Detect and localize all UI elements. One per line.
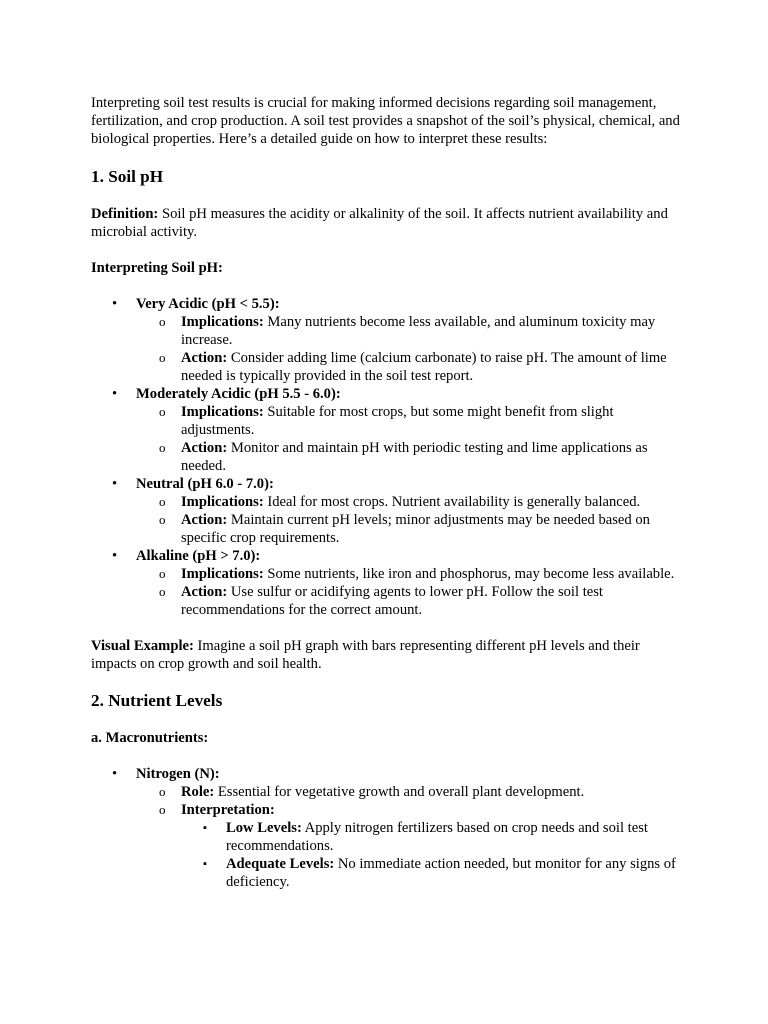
detail-text: Some nutrients, like iron and phosphorus, may become less available. [267, 566, 675, 582]
bullet-marker: • [112, 548, 118, 564]
list-item [91, 765, 681, 891]
list-item [91, 385, 681, 475]
list-item [136, 403, 681, 439]
intro-paragraph: Interpreting soil test results is crucial for making informed decisions regarding soil management, fertilization, and crop production. A soil test provides a snapshot of the soil’s physical, chemical, and biological properties. Here’s a detailed guide on how to interpret these results: [91, 95, 680, 147]
macronutrients-subheading: a. Macronutrients: [91, 730, 209, 746]
level-text: Apply nitrogen fertilizers based on crop needs and soil test recommendations. [226, 820, 648, 854]
list-item [136, 313, 681, 349]
sub-bullet-marker: o [159, 512, 166, 527]
list-item [136, 349, 681, 385]
document-body [91, 94, 681, 909]
role-label: Role: [181, 784, 215, 800]
level-text: No immediate action needed, but monitor for any signs of deficiency. [226, 856, 676, 890]
interpretation-label: Interpretation: [181, 802, 275, 818]
list-item [136, 565, 681, 583]
ph-range-details [136, 313, 681, 385]
sub-bullet-marker: o [159, 784, 166, 799]
ph-range-details [136, 493, 681, 547]
square-bullet-marker: ▪ [203, 858, 207, 870]
list-item [181, 819, 681, 855]
sub-bullet-marker: o [159, 494, 166, 509]
list-item [136, 493, 681, 511]
nitrogen-details [136, 783, 681, 891]
sub-bullet-marker: o [159, 584, 166, 599]
visual-example-text: Imagine a soil pH graph with bars representing different pH levels and their impacts on crop growth and soil health. [91, 638, 640, 672]
section-heading-nutrient-levels: 2. Nutrient Levels [91, 691, 223, 710]
sub-bullet-marker: o [159, 404, 166, 419]
role-text: Essential for vegetative growth and overall plant development. [217, 784, 585, 800]
ph-range-title: Moderately Acidic (pH 5.5 - 6.0): [136, 386, 341, 402]
detail-text: Maintain current pH levels; minor adjustments may be needed based on specific crop requirements. [181, 512, 650, 546]
detail-label: Implications: [181, 404, 264, 420]
detail-label: Implications: [181, 566, 264, 582]
detail-text: Many nutrients become less available, and aluminum toxicity may increase. [181, 314, 656, 348]
detail-text: Suitable for most crops, but some might benefit from slight adjustments. [181, 404, 614, 438]
level-label: Low Levels: [226, 820, 302, 836]
detail-text: Ideal for most crops. Nutrient availability is generally balanced. [267, 494, 641, 510]
bullet-marker: • [112, 766, 118, 782]
detail-text: Monitor and maintain pH with periodic testing and lime applications as needed. [181, 440, 648, 474]
list-item [136, 583, 681, 619]
sub-bullet-marker: o [159, 350, 166, 365]
detail-label: Action: [181, 440, 228, 456]
bullet-marker: • [112, 296, 118, 312]
sub-bullet-marker: o [159, 314, 166, 329]
macronutrient-list [91, 765, 681, 891]
detail-text: Use sulfur or acidifying agents to lower pH. Follow the soil test recommendations for the correct amount. [181, 584, 603, 618]
interpreting-soil-ph-subheading: Interpreting Soil pH: [91, 260, 223, 276]
nutrient-title: Nitrogen (N): [136, 766, 220, 782]
ph-range-list [91, 295, 681, 619]
definition-paragraph [91, 205, 681, 241]
sub-bullet-marker: o [159, 566, 166, 581]
square-bullet-marker: ▪ [203, 822, 207, 834]
ph-range-title: Alkaline (pH > 7.0): [136, 548, 261, 564]
detail-label: Action: [181, 512, 228, 528]
list-item [136, 439, 681, 475]
bullet-marker: • [112, 386, 118, 402]
nitrogen-level-list [181, 819, 681, 891]
list-item [181, 855, 681, 891]
list-item [91, 475, 681, 547]
list-item [136, 783, 681, 801]
ph-range-title: Very Acidic (pH < 5.5): [136, 296, 280, 312]
definition-text: Soil pH measures the acidity or alkalinity of the soil. It affects nutrient availability and microbial activity. [91, 206, 668, 240]
sub-bullet-marker: o [159, 802, 166, 817]
list-item [136, 511, 681, 547]
detail-label: Implications: [181, 494, 264, 510]
bullet-marker: • [112, 476, 118, 492]
sub-bullet-marker: o [159, 440, 166, 455]
visual-example-paragraph [91, 637, 681, 673]
section-heading-soil-ph: 1. Soil pH [91, 167, 164, 186]
list-item [91, 547, 681, 619]
definition-label: Definition: [91, 206, 159, 222]
detail-label: Action: [181, 350, 228, 366]
detail-label: Action: [181, 584, 228, 600]
ph-range-details [136, 565, 681, 619]
list-item [136, 801, 681, 891]
list-item [91, 295, 681, 385]
visual-example-label: Visual Example: [91, 638, 194, 654]
detail-label: Implications: [181, 314, 264, 330]
ph-range-title: Neutral (pH 6.0 - 7.0): [136, 476, 274, 492]
level-label: Adequate Levels: [226, 856, 335, 872]
detail-text: Consider adding lime (calcium carbonate) to raise pH. The amount of lime needed is typically provided in the soil test report. [181, 350, 667, 384]
ph-range-details [136, 403, 681, 475]
